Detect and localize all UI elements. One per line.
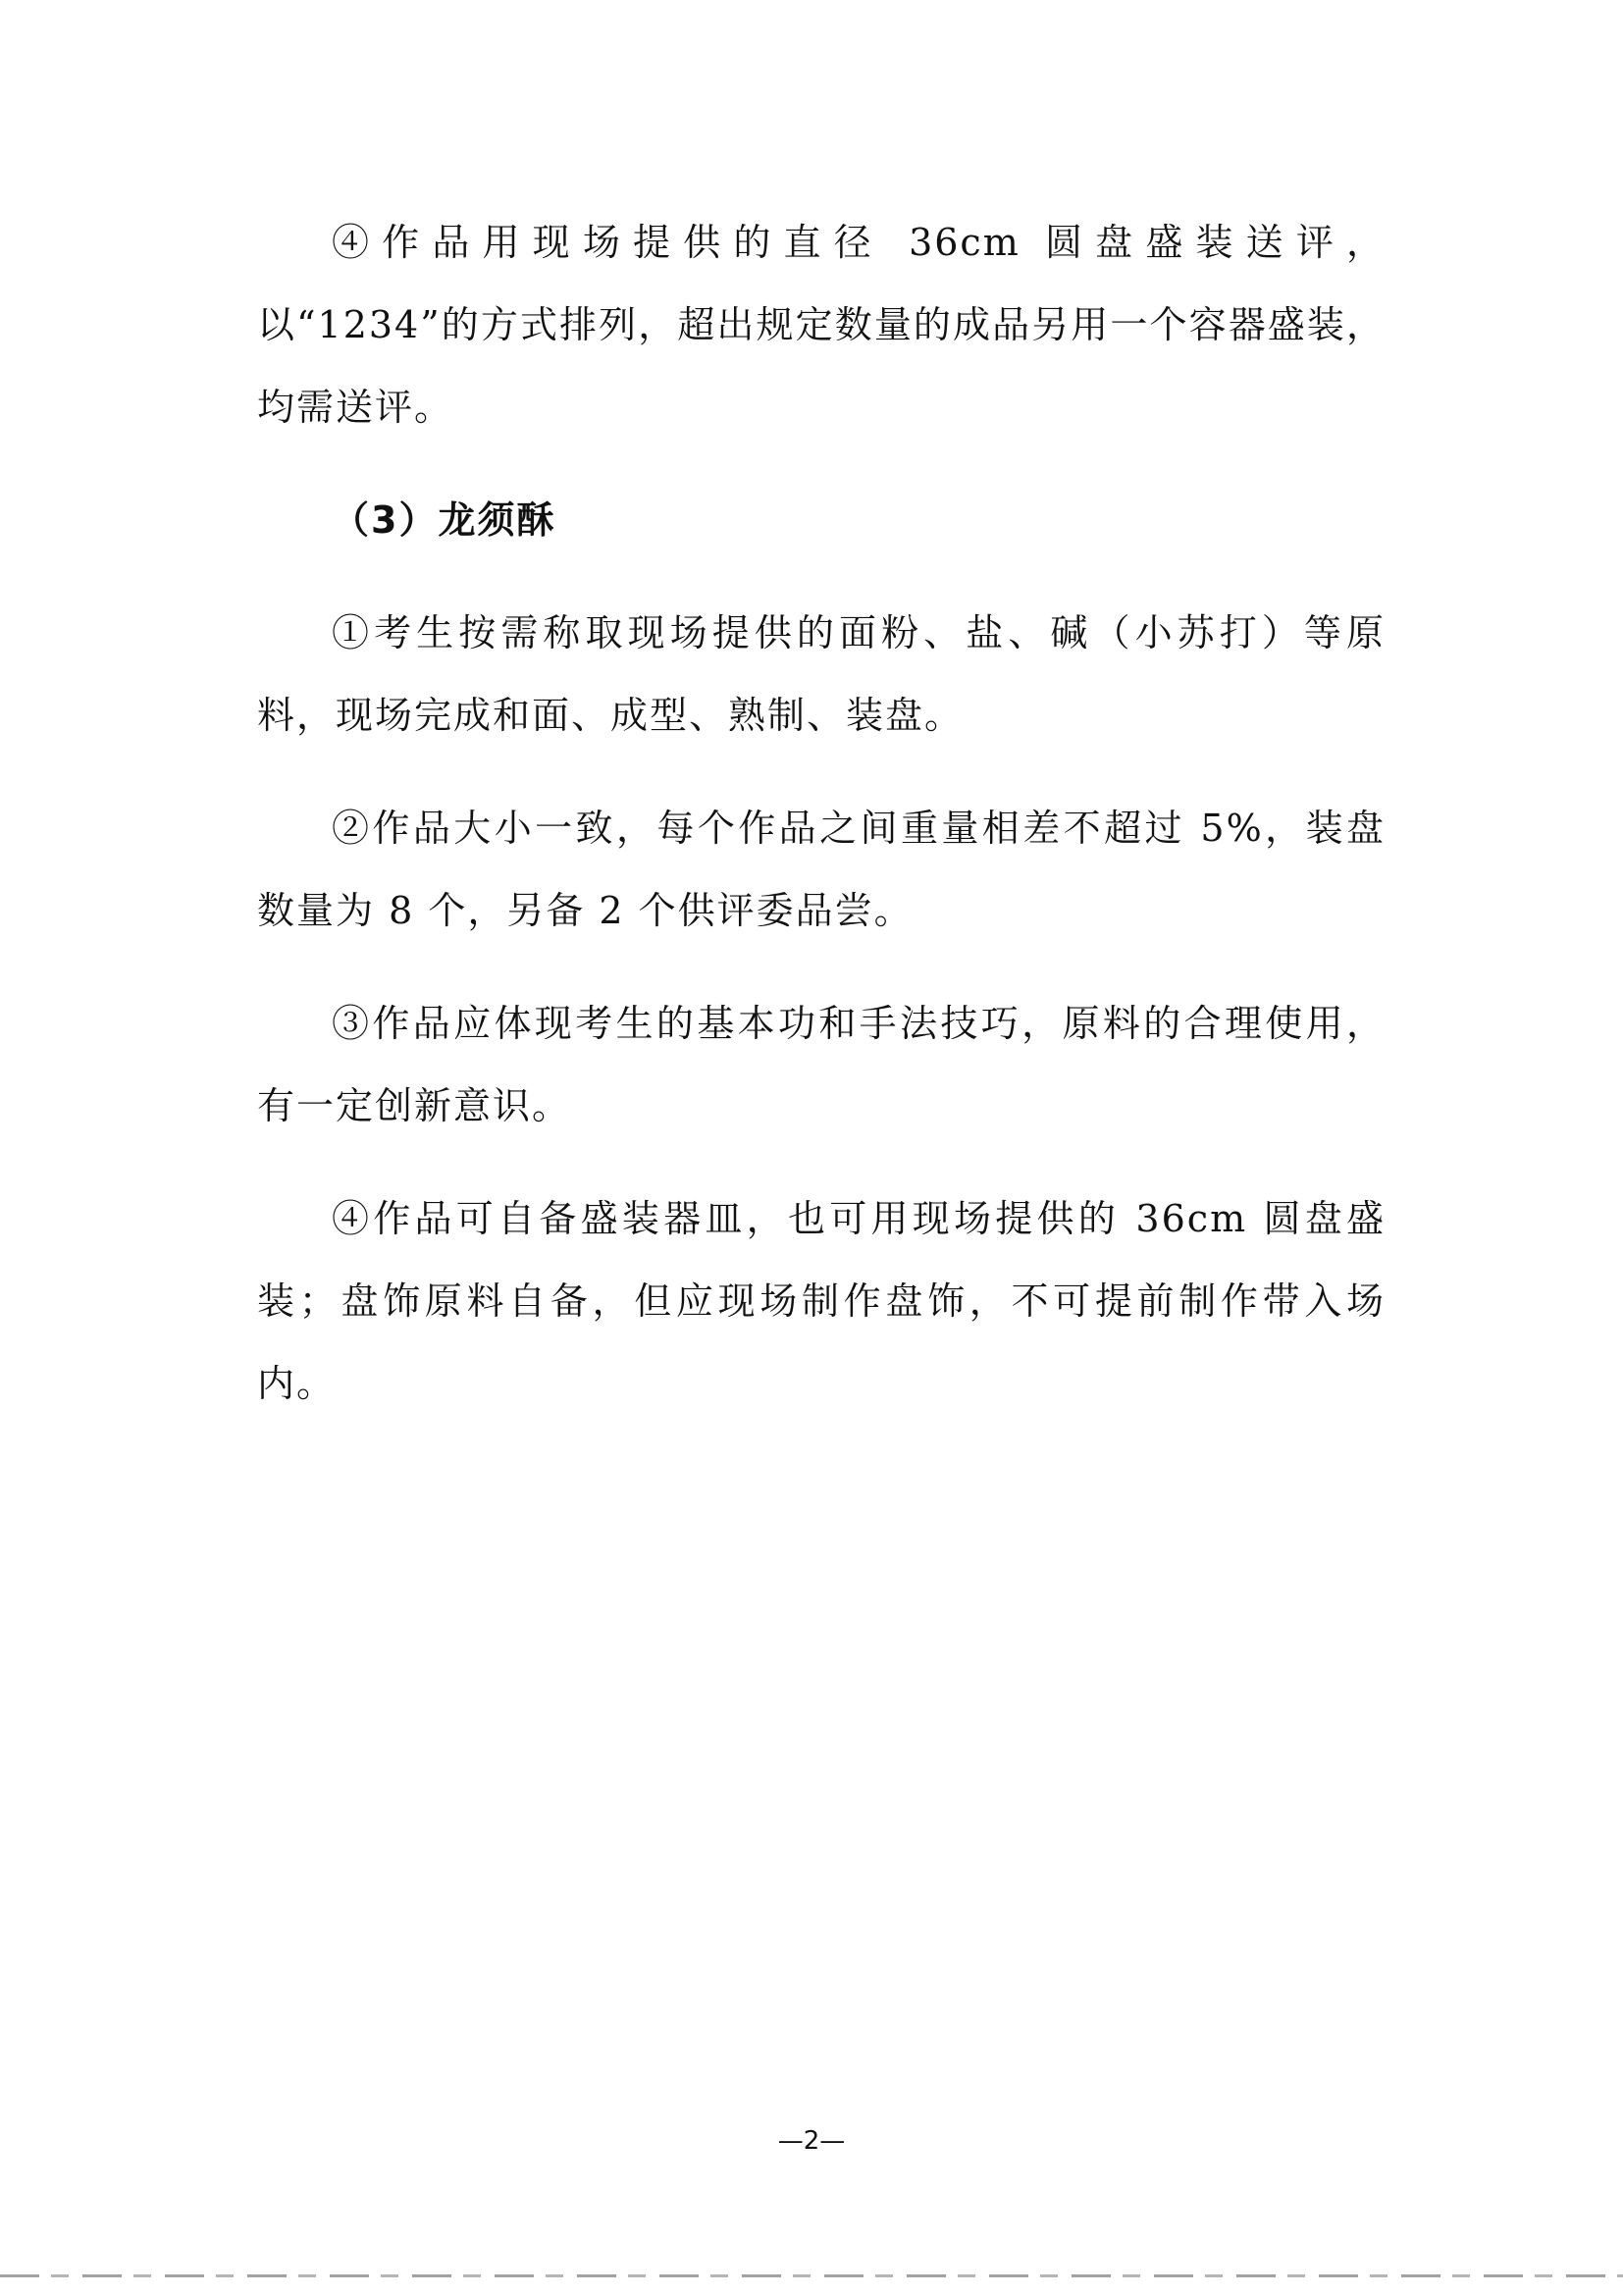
paragraph-item1-ingredients: ①考生按需称取现场提供的面粉、盐、碱（小苏打）等原料，现场完成和面、成型、熟制、装盘。 [257,611,1386,737]
document-body [257,201,1386,1455]
section-heading-longxusu: （3）龙须酥 [332,498,556,542]
paragraph-item4-plate: ④作品用现场提供的直径 36cm 圆盘盛装送评，以“1234”的方式排列，超出规定数量的成品另用一个容器盛装，均需送评。 [257,221,1386,429]
paragraph-item3-skills: ③作品应体现考生的基本功和手法技巧，原料的合理使用，有一定创新意识。 [257,1002,1386,1127]
page-number: —2— [777,2126,846,2156]
scan-edge-line [0,2274,1623,2277]
paragraph-item2-size: ②作品大小一致，每个作品之间重量相差不超过 5%，装盘数量为 8 个，另备 2 个供评委品尝。 [257,807,1386,932]
paragraph-item4-vessel: ④作品可自备盛装器皿，也可用现场提供的 36cm 圆盘盛装；盘饰原料自备，但应现场制作盘饰，不可提前制作带入场内。 [257,1197,1386,1405]
